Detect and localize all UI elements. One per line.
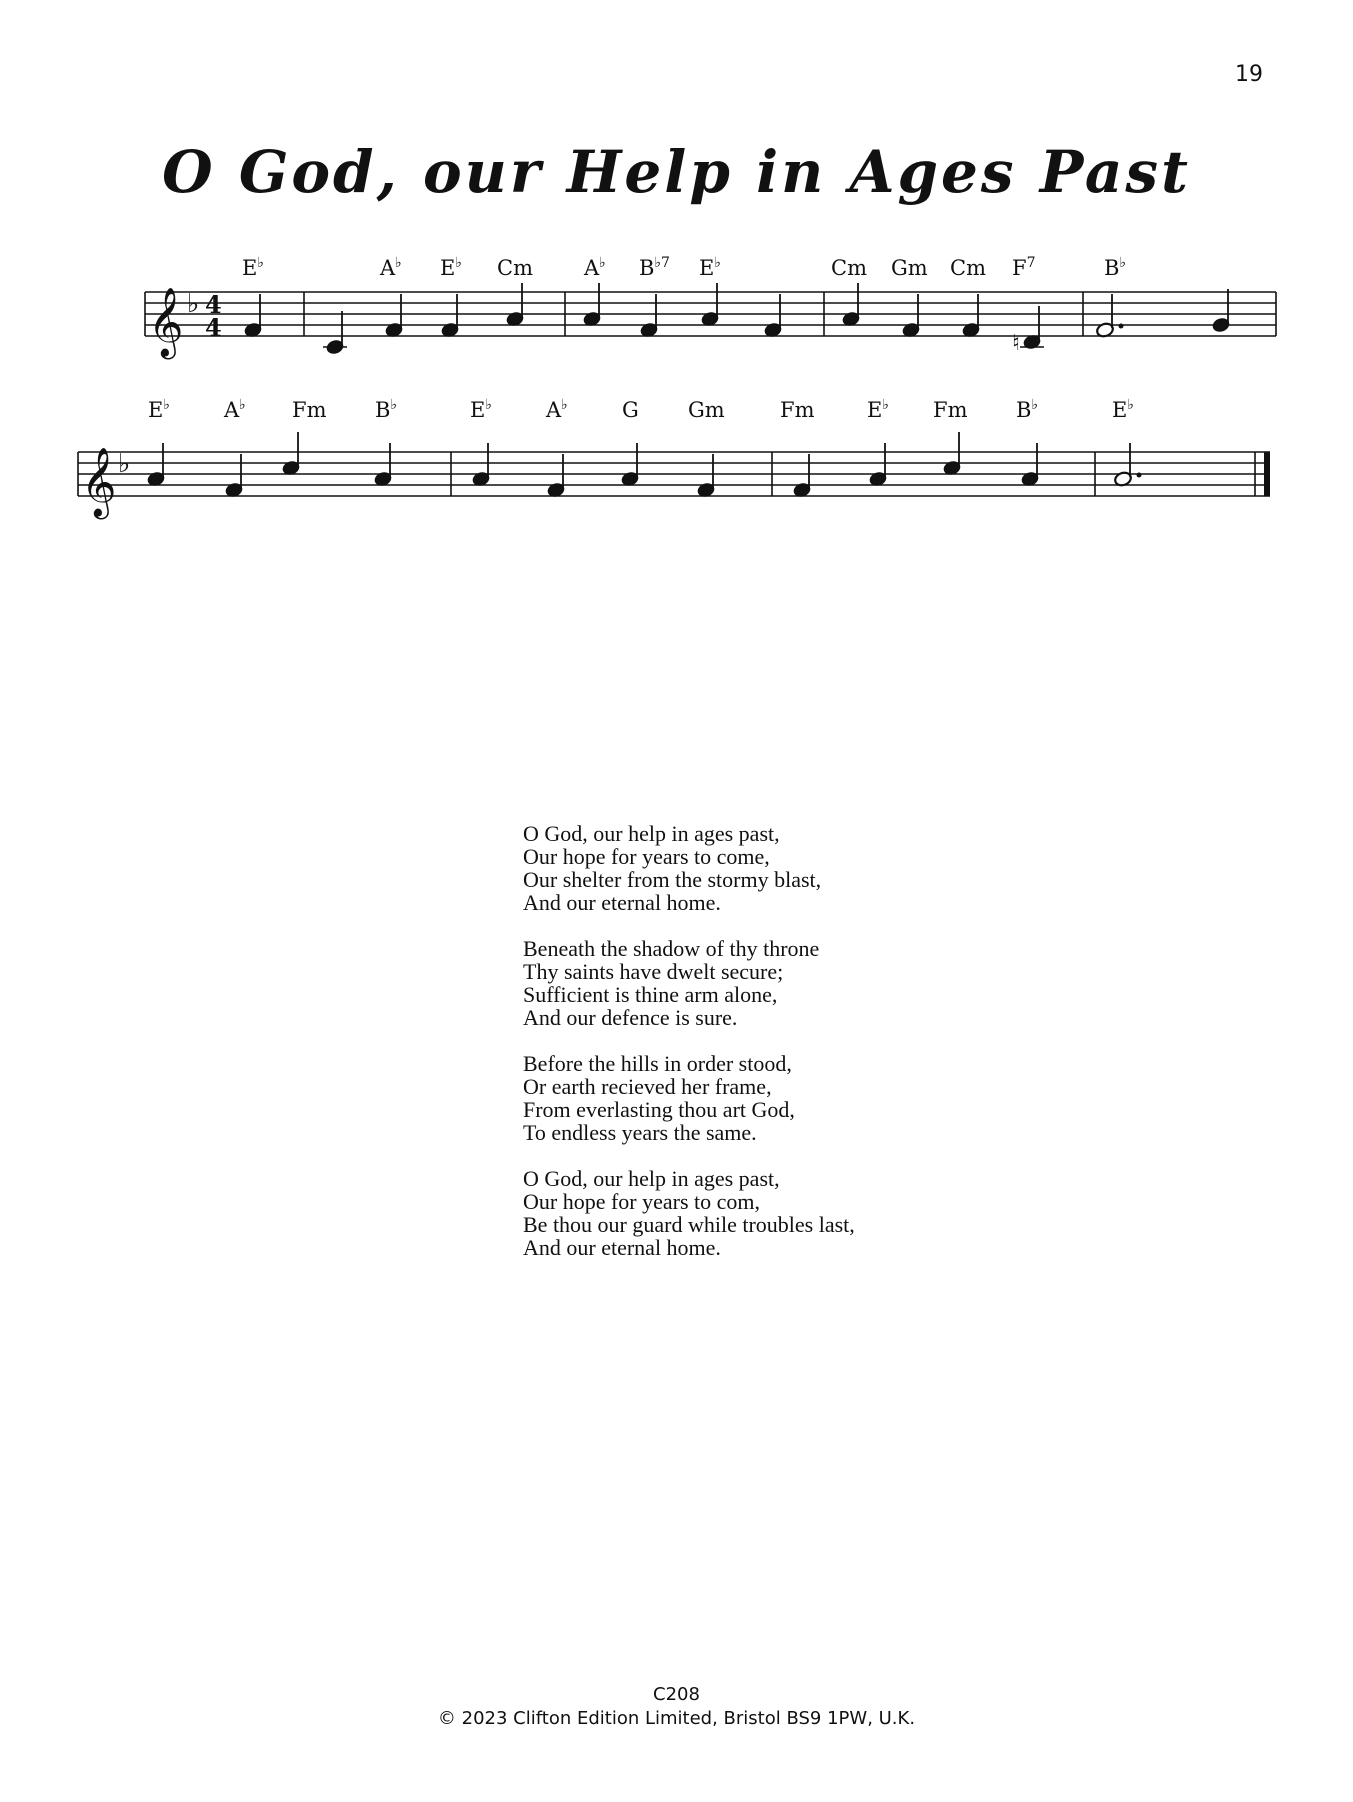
chord-symbol: A♭ (584, 255, 606, 280)
chord-symbol: Fm (933, 398, 968, 422)
note (146, 443, 165, 487)
chord-symbol: Cm (950, 256, 986, 280)
chord-symbol: $F^7$ (1012, 255, 1036, 280)
page-number: 19 (1235, 62, 1263, 87)
chord-symbol: E♭ (148, 397, 170, 422)
chord-symbol: Fm (292, 398, 327, 422)
note (639, 294, 658, 338)
lyric-line: Thy saints have dwelt secure; (523, 959, 784, 984)
lyric-line: Our hope for years to come, (523, 844, 770, 869)
verse-3 (523, 1052, 855, 1144)
time-top: 4 (205, 290, 222, 319)
lyric-line: From everlasting thou art God, (523, 1097, 795, 1122)
lyric-line: Our shelter from the stormy blast, (523, 867, 822, 892)
lyric-line: O God, our help in ages past, (523, 1166, 780, 1191)
verse-1 (523, 822, 855, 914)
chord-symbol: Cm (831, 256, 867, 280)
chord-symbol: Fm (780, 398, 815, 422)
note (841, 283, 860, 327)
svg-text:𝄞: 𝄞 (148, 287, 184, 357)
note (696, 454, 715, 498)
lyric-line: Our hope for years to com, (523, 1189, 761, 1214)
note (620, 443, 639, 487)
page-title: O God, our Help in Ages Past (162, 138, 1191, 206)
note (1211, 289, 1230, 333)
note (243, 294, 262, 338)
lyric-line: To endless years the same. (523, 1120, 757, 1145)
chord-symbol: E♭ (699, 255, 721, 280)
note (471, 443, 490, 487)
note (1095, 294, 1123, 338)
note (440, 294, 459, 338)
chords-system-2 (148, 397, 1134, 422)
notes-system-2 (146, 432, 1141, 498)
chord-symbol: A♭ (546, 397, 568, 422)
note (961, 294, 980, 338)
key-flat-1: ♭ (187, 289, 200, 319)
note (792, 454, 811, 498)
note (384, 294, 403, 338)
svg-text:𝄞: 𝄞 (81, 447, 117, 517)
chord-symbol: $B^{♭7}$ (639, 255, 670, 280)
chord-symbol: Gm (688, 398, 725, 422)
chord-symbol: E♭ (1112, 397, 1134, 422)
sheet-music (0, 0, 1353, 520)
chord-symbol: Gm (891, 256, 928, 280)
note (505, 283, 524, 327)
chord-symbol: B♭ (1104, 255, 1127, 280)
treble-clef-2 (81, 447, 116, 519)
chord-symbol: Cm (497, 256, 533, 280)
final-barline (1264, 452, 1270, 496)
chord-symbol: E♭ (440, 255, 462, 280)
verse-4 (523, 1167, 855, 1259)
svg-text:♮: ♮ (1012, 331, 1020, 356)
chord-symbol: B♭ (375, 397, 398, 422)
chords-system-1 (242, 255, 1126, 280)
chord-symbol: B♭ (1016, 397, 1039, 422)
note (1113, 443, 1141, 487)
chord-symbol: A♭ (380, 255, 402, 280)
note (373, 443, 392, 487)
note (763, 294, 782, 338)
lyric-line: And our eternal home. (523, 1235, 721, 1260)
chord-symbol: E♭ (242, 255, 264, 280)
key-flat-2: ♭ (118, 449, 131, 479)
lyrics (523, 822, 855, 1282)
verse-2 (523, 937, 855, 1029)
chord-symbol: G (622, 398, 639, 422)
footer (0, 1683, 1353, 1731)
copyright: © 2023 Clifton Edition Limited, Bristol BS9 1PW, U.K. (437, 1708, 916, 1729)
note (281, 432, 300, 476)
lyric-line: And our defence is sure. (523, 1005, 738, 1030)
chord-symbol: E♭ (867, 397, 889, 422)
lyric-line: And our eternal home. (523, 890, 721, 915)
note (224, 454, 243, 498)
note (700, 283, 719, 327)
lyric-line: Beneath the shadow of thy throne (523, 936, 820, 961)
note (901, 294, 920, 338)
lyric-line: Before the hills in order stood, (523, 1051, 792, 1076)
note (1020, 443, 1039, 487)
staff-system-2 (78, 452, 1270, 496)
chord-symbol: E♭ (470, 397, 492, 422)
treble-clef-1 (148, 287, 183, 359)
note (546, 454, 565, 498)
note (323, 311, 347, 355)
note (582, 283, 601, 327)
lyric-line: Or earth recieved her frame, (523, 1074, 772, 1099)
chord-symbol: A♭ (224, 397, 246, 422)
time-bottom: 4 (205, 313, 222, 342)
lyric-line: Be thou our guard while troubles last, (523, 1212, 855, 1237)
note (868, 443, 887, 487)
lyric-line: O God, our help in ages past, (523, 821, 780, 846)
catalog-code: C208 (653, 1684, 700, 1705)
note (942, 432, 961, 476)
lyric-line: Sufficient is thine arm alone, (523, 982, 778, 1007)
